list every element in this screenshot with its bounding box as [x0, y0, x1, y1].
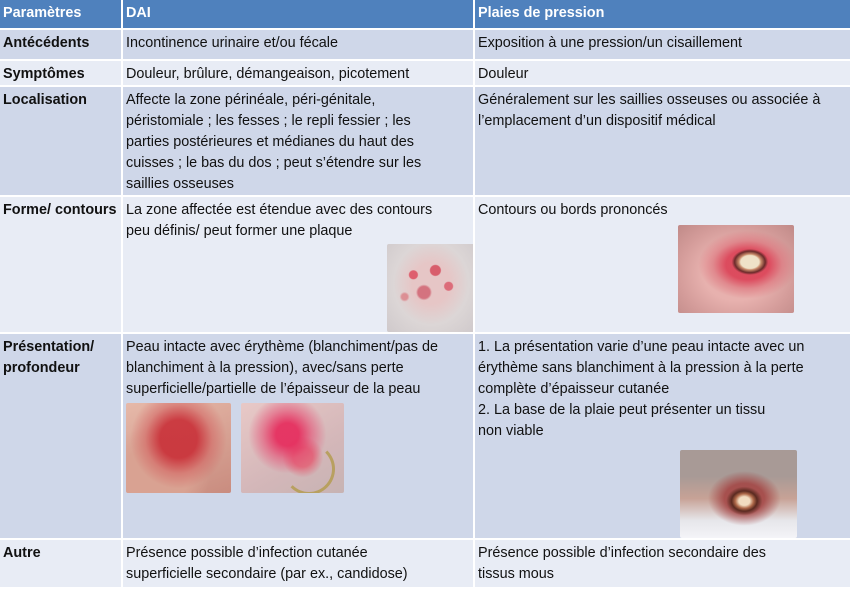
- dai-cell: [122, 196, 474, 333]
- dai-cell: [122, 86, 474, 196]
- text-line: superficielle secondaire (par ex., candidose): [126, 566, 408, 582]
- text-line: Présence possible d’infection secondaire des: [478, 545, 766, 561]
- param-cell: Autre: [0, 539, 122, 588]
- pp-cell: [474, 539, 850, 588]
- param-cell: [0, 333, 122, 539]
- text-line: superficielle/partielle de l’épaisseur de la peau: [126, 381, 421, 397]
- dai-photo-row: [126, 403, 470, 493]
- text-line: Présentation/: [3, 339, 95, 355]
- text-line: Contours ou bords prononcés: [478, 202, 668, 218]
- dai-cell: Douleur, brûlure, démangeaison, picotement: [122, 60, 474, 86]
- table-row-antecedents: [0, 29, 850, 60]
- text-line: La zone affectée est étendue avec des contours: [126, 202, 433, 218]
- table-row-localisation: [0, 86, 850, 196]
- dai-skin-loss-photo: [241, 403, 344, 493]
- dai-cell: [122, 333, 474, 539]
- dai-rash-photo: [387, 244, 474, 332]
- text-line: parties postérieures et médianes du haut des: [126, 134, 414, 150]
- text-line: 1. La présentation varie d’une peau intacte avec un: [478, 339, 805, 355]
- table-header-row: [0, 0, 850, 29]
- pp-cell: [474, 86, 850, 196]
- table-row-forme-contours: [0, 196, 850, 333]
- table-row-presentation-profondeur: [0, 333, 850, 539]
- param-cell: Symptômes: [0, 60, 122, 86]
- pp-cell: Douleur: [474, 60, 850, 86]
- dai-cell: Incontinence urinaire et/ou fécale: [122, 29, 474, 60]
- text-line: Présence possible d’infection cutanée: [126, 545, 368, 561]
- header-parametres: Paramètres: [0, 0, 122, 29]
- text-line: blanchiment à la pression), avec/sans perte: [126, 360, 404, 376]
- text-line: Généralement sur les saillies osseuses ou associée à: [478, 92, 821, 108]
- param-cell: Forme/ contours: [0, 196, 122, 333]
- param-cell: Localisation: [0, 86, 122, 196]
- header-plaies-de-pression: Plaies de pression: [474, 0, 850, 29]
- text-line: tissus mous: [478, 566, 554, 582]
- param-cell: Antécédents: [0, 29, 122, 60]
- text-line: saillies osseuses: [126, 176, 234, 192]
- text-line: complète d’épaisseur cutanée: [478, 381, 670, 397]
- text-line: érythème sans blanchiment à la pression à la perte: [478, 360, 804, 376]
- text-line: cuisses ; le bas du dos ; peut s’étendre sur les: [126, 155, 422, 171]
- text-line: Peau intacte avec érythème (blanchiment/pas de: [126, 339, 438, 355]
- text-line: non viable: [478, 423, 544, 439]
- pressure-ulcer-deep-photo: [680, 450, 797, 538]
- text-line: profondeur: [3, 360, 80, 376]
- pressure-ulcer-photo: [678, 225, 794, 313]
- pp-cell: [474, 333, 850, 539]
- pp-cell: Exposition à une pression/un cisaillement: [474, 29, 850, 60]
- header-dai: DAI: [122, 0, 474, 29]
- dai-cell: [122, 539, 474, 588]
- text-line: Affecte la zone périnéale, péri-génitale,: [126, 92, 376, 108]
- dai-erythema-photo: [126, 403, 231, 493]
- text-line: péristomiale ; les fesses ; le repli fessier ; les: [126, 113, 411, 129]
- table-row-symptomes: [0, 60, 850, 86]
- text-line: 2. La base de la plaie peut présenter un tissu: [478, 402, 766, 418]
- pp-cell: [474, 196, 850, 333]
- text-line: peu définis/ peut former une plaque: [126, 223, 353, 239]
- text-line: l’emplacement d’un dispositif médical: [478, 113, 716, 129]
- table-row-autre: [0, 539, 850, 588]
